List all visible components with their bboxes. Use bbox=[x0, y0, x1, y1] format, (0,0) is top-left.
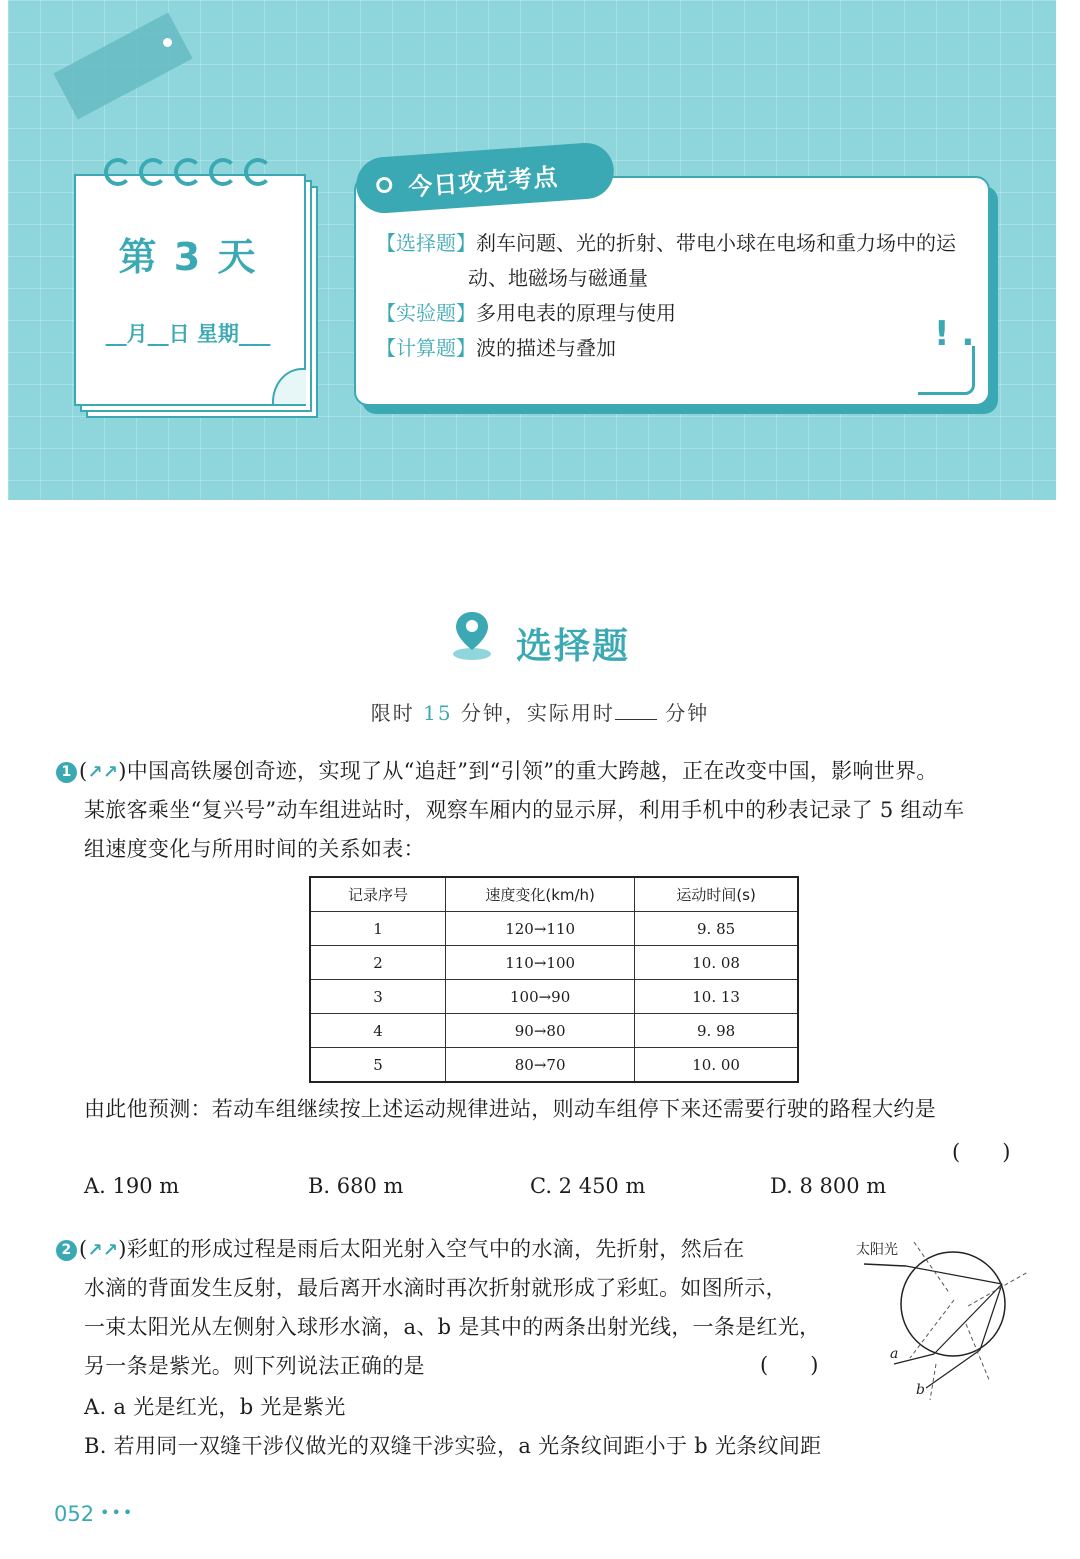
question-2-line: 另一条是紫光。则下列说法正确的是 bbox=[84, 1354, 425, 1378]
ray-a-label: a bbox=[890, 1346, 899, 1362]
topic-row bbox=[376, 226, 956, 261]
table-cell: 100→90 bbox=[446, 980, 635, 1014]
table-header-row bbox=[310, 877, 798, 912]
table-cell: 110→100 bbox=[446, 946, 635, 980]
page-dots: ••• bbox=[100, 1503, 135, 1522]
section-title: 选择题 bbox=[516, 626, 631, 667]
table-cell: 90→80 bbox=[446, 1014, 635, 1048]
ring-icon bbox=[104, 158, 132, 186]
option-a[interactable]: A. 190 m bbox=[84, 1174, 180, 1198]
calendar-card bbox=[74, 174, 306, 406]
table-cell: 120→110 bbox=[446, 912, 635, 946]
corner-bracket-icon bbox=[918, 346, 975, 395]
calendar-rings bbox=[104, 158, 272, 186]
question-1-line: 某旅客乘坐“复兴号”动车组进站时，观察车厢内的显示屏，利用手机中的秒表记录了 5 组动车 bbox=[84, 798, 965, 822]
table-cell: 5 bbox=[310, 1048, 446, 1083]
table-header: 记录序号 bbox=[310, 877, 446, 912]
question-text: 彩虹的形成过程是雨后太阳光射入空气中的水滴，先折射，然后在 bbox=[126, 1237, 745, 1261]
question-1-line: 1 (↗↗)中国高铁屡创奇迹，实现了从“追赶”到“引领”的重大跨越，正在改变中国，影响世界。 bbox=[56, 752, 938, 792]
day-title: 第 3 天 bbox=[118, 235, 258, 279]
topic-label: 【选择题】 bbox=[376, 231, 476, 255]
ring-icon bbox=[209, 158, 237, 186]
time-minutes: 15 bbox=[423, 701, 453, 725]
topic-row bbox=[376, 296, 676, 331]
table-header: 速度变化(km/h) bbox=[446, 877, 635, 912]
date-line: __月__日 星期___ bbox=[105, 322, 271, 346]
answer-blank[interactable]: ( ) bbox=[952, 1140, 1011, 1164]
time-prefix: 限时 bbox=[370, 701, 415, 725]
topic-text: 动、地磁场与磁通量 bbox=[468, 266, 648, 290]
time-blank[interactable] bbox=[615, 701, 657, 720]
location-pin-icon bbox=[452, 610, 492, 660]
table-cell: 2 bbox=[310, 946, 446, 980]
topic-text: 刹车问题、光的折射、带电小球在电场和重力场中的运 bbox=[476, 231, 956, 255]
time-mid: 分钟，实际用时 bbox=[460, 701, 615, 725]
table-cell: 1 bbox=[310, 912, 446, 946]
speed-time-table bbox=[309, 876, 799, 1083]
option-d[interactable]: D. 8 800 m bbox=[770, 1174, 887, 1198]
table-row bbox=[310, 946, 798, 980]
answer-blank[interactable]: ( ) bbox=[760, 1353, 819, 1377]
option-b[interactable]: B. 680 m bbox=[308, 1174, 404, 1198]
time-suffix: 分钟 bbox=[665, 701, 710, 725]
table-header: 运动时间(s) bbox=[635, 877, 798, 912]
question-number-badge: 1 bbox=[56, 762, 77, 783]
table-cell: 9. 85 bbox=[635, 912, 798, 946]
sun-light-label: 太阳光 bbox=[856, 1242, 898, 1258]
ray-b-label: b bbox=[916, 1382, 925, 1398]
table-cell: 10. 00 bbox=[635, 1048, 798, 1083]
question-1-prompt: 由此他预测：若动车组继续按上述运动规律进站，则动车组停下来还需要行驶的路程大约是 bbox=[84, 1097, 936, 1121]
question-2-line: 一束太阳光从左侧射入球形水滴，a、b 是其中的两条出射光线，一条是红光， bbox=[84, 1315, 821, 1339]
topics-card bbox=[354, 176, 990, 406]
topic-row bbox=[376, 331, 616, 366]
table-row bbox=[310, 980, 798, 1014]
topics-tag-title: 今日攻克考点 bbox=[407, 162, 560, 202]
ring-icon bbox=[174, 158, 202, 186]
question-text: 中国高铁屡创奇迹，实现了从“追赶”到“引领”的重大跨越，正在改变中国，影响世界。 bbox=[126, 759, 938, 783]
topic-label: 【实验题】 bbox=[376, 301, 476, 325]
table-cell: 10. 13 bbox=[635, 980, 798, 1014]
table-cell: 80→70 bbox=[446, 1048, 635, 1083]
raindrop-diagram bbox=[850, 1232, 1040, 1402]
table-row bbox=[310, 1014, 798, 1048]
topic-text: 波的描述与叠加 bbox=[476, 336, 616, 360]
table-cell: 3 bbox=[310, 980, 446, 1014]
option-a[interactable]: A. a 光是红光，b 光是紫光 bbox=[84, 1395, 346, 1419]
question-2-line: 水滴的背面发生反射，最后离开水滴时再次折射就形成了彩虹。如图所示， bbox=[84, 1276, 787, 1300]
ring-icon bbox=[244, 158, 272, 186]
topic-text: 多用电表的原理与使用 bbox=[476, 301, 676, 325]
difficulty-icon: ↗↗ bbox=[87, 1240, 119, 1261]
table-row bbox=[310, 1048, 798, 1083]
table-cell: 4 bbox=[310, 1014, 446, 1048]
topic-label: 【计算题】 bbox=[376, 336, 476, 360]
time-limit bbox=[0, 697, 1080, 726]
table-cell: 9. 98 bbox=[635, 1014, 798, 1048]
exclamation-icon: ! . bbox=[934, 314, 975, 354]
question-1-line: 组速度变化与所用时间的关系如表： bbox=[84, 837, 425, 861]
difficulty-icon: ↗↗ bbox=[87, 762, 119, 783]
ring-icon bbox=[139, 158, 167, 186]
topic-row bbox=[468, 261, 648, 296]
option-b[interactable]: B. 若用同一双缝干涉仪做光的双缝干涉实验，a 光条纹间距小于 b 光条纹间距 bbox=[84, 1434, 822, 1458]
circle-icon bbox=[376, 177, 393, 194]
table-cell: 10. 08 bbox=[635, 946, 798, 980]
tape-dot bbox=[163, 38, 172, 47]
option-c[interactable]: C. 2 450 m bbox=[530, 1174, 646, 1198]
table-row bbox=[310, 912, 798, 946]
question-number-badge: 2 bbox=[56, 1240, 77, 1261]
page-number: 052 bbox=[54, 1502, 95, 1526]
question-2-line: 2 (↗↗)彩虹的形成过程是雨后太阳光射入空气中的水滴，先折射，然后在 bbox=[56, 1230, 744, 1270]
